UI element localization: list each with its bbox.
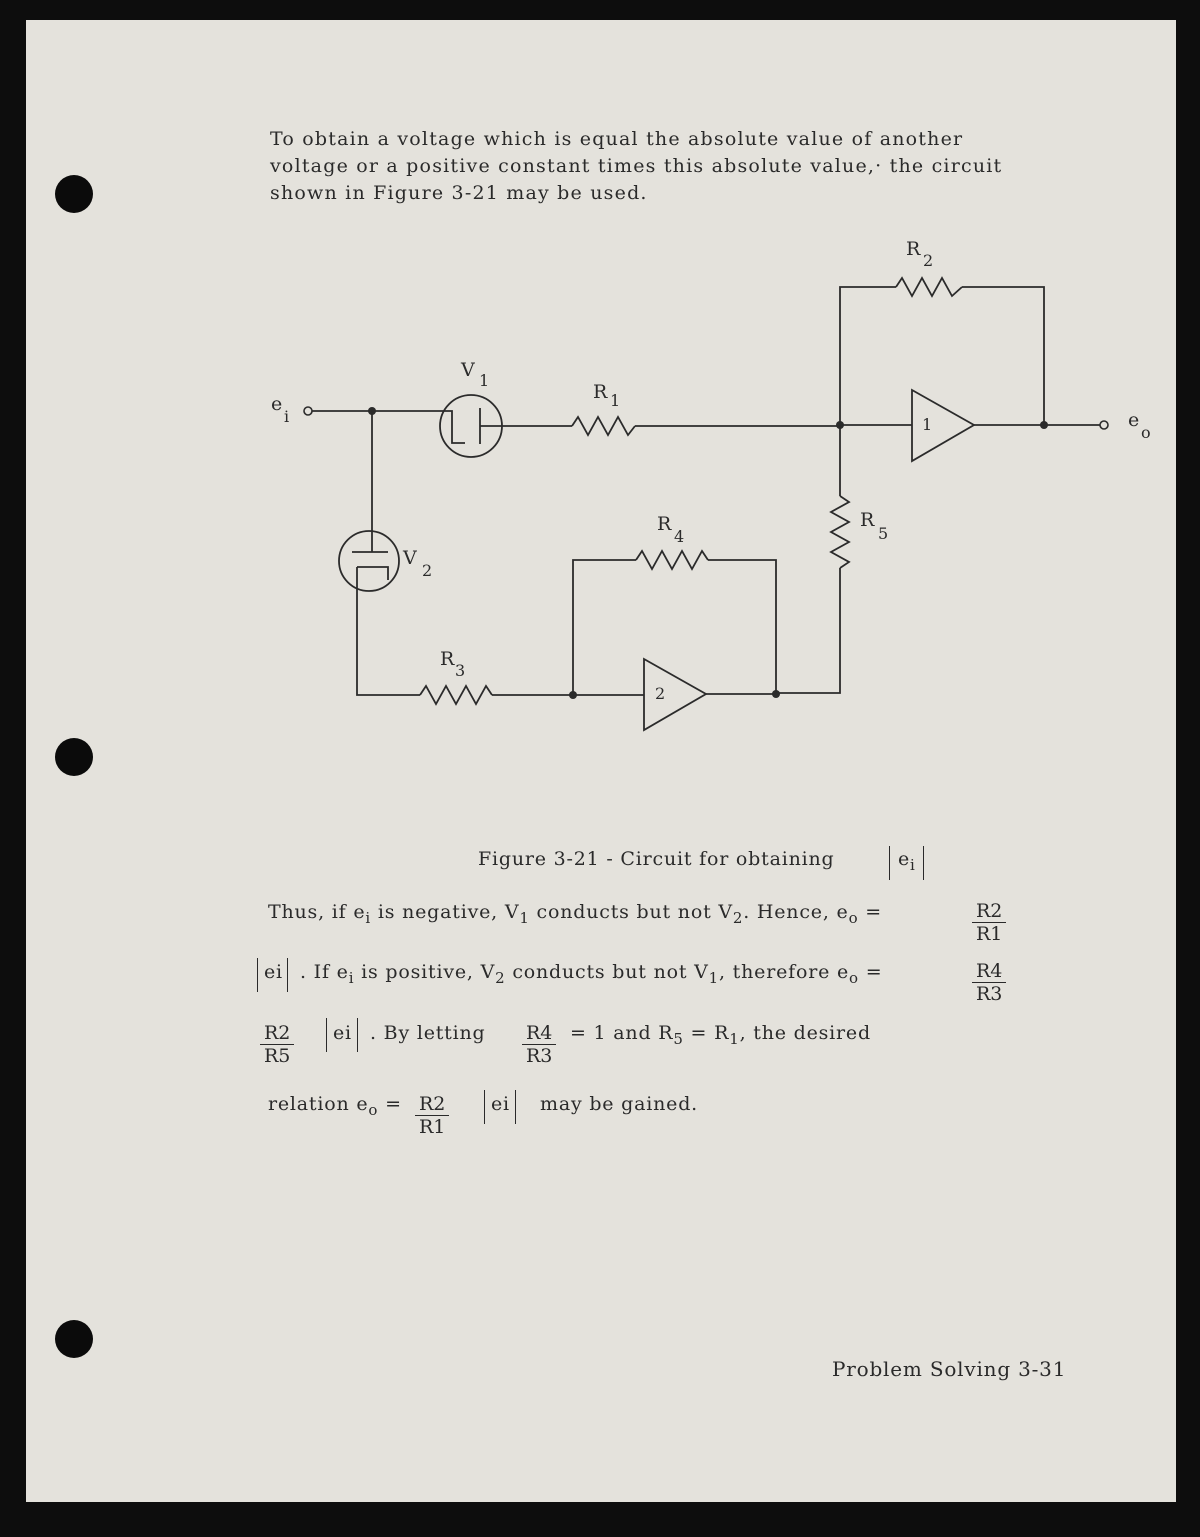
v1-tube [440, 395, 502, 457]
r1-label-sub: 1 [610, 391, 621, 410]
r5-label-sub: 5 [878, 524, 889, 543]
r1-label: R [593, 381, 609, 403]
amp1-label: 1 [922, 415, 933, 434]
r1-resistor [572, 417, 635, 435]
output-label-sub: o [1141, 423, 1151, 442]
output-terminal [1100, 421, 1108, 429]
r5-resistor [831, 496, 849, 568]
r2-label-sub: 2 [923, 251, 934, 270]
input-terminal [304, 407, 312, 415]
v2-label-sub: 2 [422, 561, 433, 580]
v1-label: V [461, 359, 476, 381]
caption-text: Figure 3-21 - Circuit for obtaining [478, 848, 835, 870]
abs-ei: ei [333, 1022, 352, 1044]
v2-tube [339, 530, 399, 592]
intro-line: voltage or a positive constant times this absolute value,· the circuit [270, 155, 1003, 177]
abs-ei: ei [264, 961, 283, 983]
r3-label: R [440, 648, 456, 670]
r4-resistor [636, 551, 708, 569]
v1-label-sub: 1 [479, 371, 490, 390]
abs-bar [326, 1018, 327, 1052]
para-line-2: . If $e_i$ is positive, $V_2$ conducts but not $V_1$, therefore $e_o$ = [300, 961, 883, 987]
input-label-sub: i [284, 407, 290, 426]
intro-line: To obtain a voltage which is equal the absolute value of another [270, 128, 964, 150]
intro-line: shown in Figure 3-21 may be used. [270, 182, 648, 204]
r3-resistor [420, 686, 492, 704]
r2-label: R [906, 238, 922, 260]
para-line-4c: may be gained. [540, 1093, 699, 1115]
abs-bar [257, 958, 258, 992]
abs-bar [357, 1018, 358, 1052]
para-line-3b: = 1 and $R_5 = R_1$, the desired [570, 1022, 871, 1048]
fraction-r4-r3: $\frac{R4}{R3}$ [972, 960, 1006, 1005]
caption-abs-value: $e_i$ [898, 848, 916, 874]
output-label: e [1128, 409, 1141, 431]
v2-label: V [403, 547, 418, 569]
fraction-r2-r1: $\frac{R2}{R1}$ [415, 1093, 449, 1138]
input-label: e [271, 393, 284, 415]
fraction-r4-r3: $\frac{R4}{R3}$ [522, 1022, 556, 1067]
r3-label-sub: 3 [455, 661, 466, 680]
r5-label: R [860, 509, 876, 531]
fraction-r2-r1: $\frac{R2}{R1}$ [972, 900, 1006, 945]
figure-caption [478, 848, 834, 870]
fraction-r2-r5: $\frac{R2}{R5}$ [260, 1022, 294, 1067]
abs-bar [484, 1090, 485, 1124]
amp2-triangle [644, 659, 706, 730]
r2-resistor [896, 278, 962, 296]
r4-label: R [657, 513, 673, 535]
abs-bar [889, 846, 890, 880]
page-footer: Problem Solving 3-31 [832, 1357, 1067, 1381]
para-line-3a: . By letting [370, 1022, 486, 1044]
abs-bar [287, 958, 288, 992]
amp2-label: 2 [655, 684, 666, 703]
r4-label-sub: 4 [674, 527, 685, 546]
para-line-1: Thus, if $e_i$ is negative, $V_1$ conducts but not $V_2$. Hence, $e_o$ = [268, 901, 882, 927]
abs-ei: ei [491, 1093, 510, 1115]
abs-bar [515, 1090, 516, 1124]
para-line-4: relation $e_o$ = [268, 1093, 402, 1119]
abs-bar [923, 846, 924, 880]
